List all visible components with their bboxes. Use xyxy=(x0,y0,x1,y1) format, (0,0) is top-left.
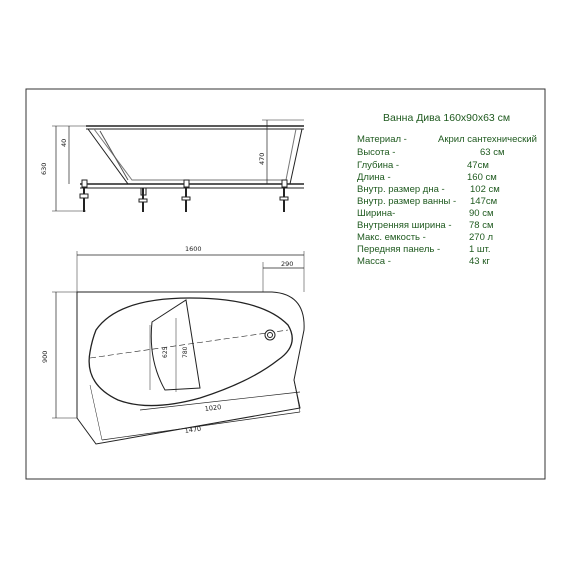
drain-icon xyxy=(265,330,275,340)
spec-label-front-panel: Передняя панель - xyxy=(357,244,441,255)
dim-470-label: 470 xyxy=(258,152,266,165)
spec-label-height: Высота - xyxy=(357,147,396,158)
spec-label-length: Длина - xyxy=(357,172,391,183)
spec-value-height: 63 см xyxy=(480,147,505,158)
spec-value-width: 90 см xyxy=(469,208,494,219)
top-axis xyxy=(90,330,288,358)
spec-label-material: Материал - xyxy=(357,134,407,145)
leg-cap xyxy=(82,180,87,187)
dim-780-label: 780 xyxy=(182,346,189,358)
spec-value-inner-width: 78 см xyxy=(469,220,494,231)
spec-label-inner-size: Внутр. размер ванны - xyxy=(357,196,457,207)
spec-value-weight: 43 кг xyxy=(469,256,490,267)
dim-625-label: 625 xyxy=(162,346,169,358)
spec-label-inner-width: Внутренняя ширина - xyxy=(357,220,452,231)
dim-1020-label: 1020 xyxy=(204,403,222,413)
spec-value-material: Акрил сантехнический xyxy=(438,134,537,145)
spec-label-depth: Глубина - xyxy=(357,160,400,171)
dim-290-label: 290 xyxy=(281,260,294,268)
dim-900-label: 900 xyxy=(41,350,49,363)
spec-value-length: 160 см xyxy=(467,172,497,183)
dim-40-label: 40 xyxy=(60,138,68,147)
sheet-frame xyxy=(26,89,545,479)
spec-value-inner-size: 147см xyxy=(470,196,498,207)
top-view xyxy=(52,251,304,444)
top-inner-bowl xyxy=(89,298,292,406)
top-floor xyxy=(151,300,200,390)
side-tub-body xyxy=(88,129,302,184)
side-view xyxy=(52,120,304,212)
drawing-title: Ванна Дива 160х90х63 см xyxy=(383,112,511,124)
spec-value-front-panel: 1 шт. xyxy=(469,244,491,255)
spec-label-weight: Масса - xyxy=(357,256,391,267)
dim-630-label: 630 xyxy=(40,162,48,175)
spec-value-depth: 47см xyxy=(467,160,489,171)
spec-value-bottom-size: 102 см xyxy=(470,184,500,195)
dim-1470-label: 1470 xyxy=(184,424,202,435)
spec-label-bottom-size: Внутр. размер дна - xyxy=(357,184,445,195)
side-shadow-line xyxy=(100,131,128,180)
spec-label-capacity: Макс. емкость - xyxy=(357,232,426,243)
spec-label-width: Ширина- xyxy=(357,208,396,219)
dim-1600-label: 1600 xyxy=(185,245,202,253)
spec-value-capacity: 270 л xyxy=(469,232,494,243)
dim-1470-line xyxy=(102,412,300,440)
